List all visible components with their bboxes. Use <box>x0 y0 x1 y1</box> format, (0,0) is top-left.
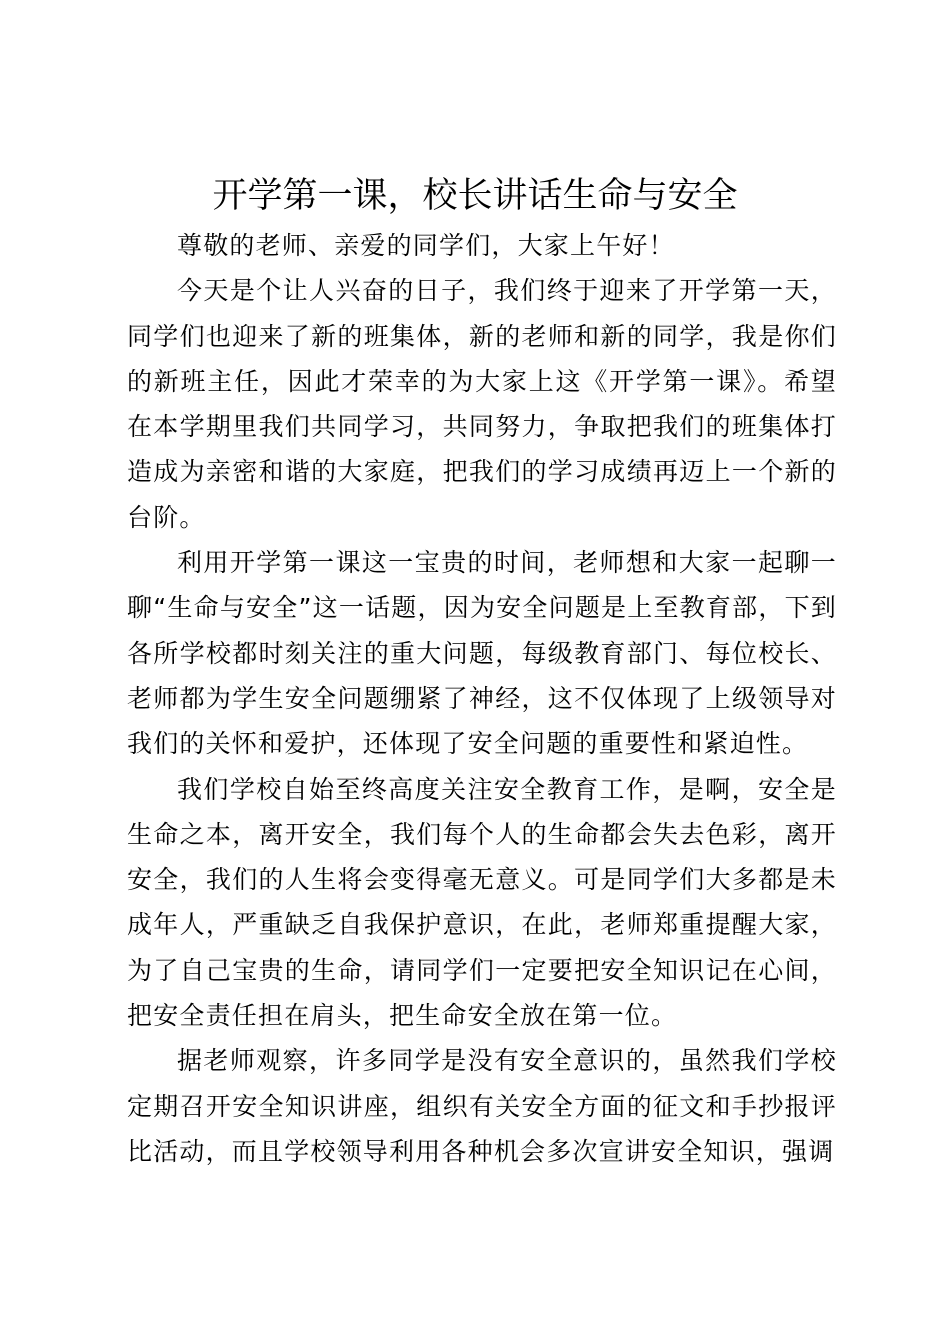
document-body <box>127 223 837 1174</box>
paragraph-observation: 据老师观察，许多同学是没有安全意识的，虽然我们学校定期召开安全知识讲座，组织有关安全方面的征文和手抄报评比活动，而且学校领导利用各种机会多次宣讲安全知识，强调 <box>127 1046 837 1166</box>
paragraph-school-safety: 我们学校自始至终高度关注安全教育工作，是啊，安全是生命之本，离开安全，我们每个人的生命都会失去色彩，离开安全，我们的人生将会变得毫无意义。可是同学们大多都是未成年人，严重缺乏自我保护意识，在此，老师郑重提醒大家，为了自己宝贵的生命，请同学们一定要把安全知识记在心间，把安全责任担在肩头，把生命安全放在第一位。 <box>127 774 837 1031</box>
paragraph-topic: 利用开学第一课这一宝贵的时间，老师想和大家一起聊一聊“生命与安全”这一话题，因为安全问题是上至教育部，下到各所学校都时刻关注的重大问题，每级教育部门、每位校长、老师都为学生安全问题绷紧了神经，这不仅体现了上级领导对我们的关怀和爱护，还体现了安全问题的重要性和紧迫性。 <box>127 548 837 759</box>
paragraph-intro: 今天是个让人兴奋的日子，我们终于迎来了开学第一天，同学们也迎来了新的班集体，新的老师和新的同学，我是你们的新班主任，因此才荣幸的为大家上这《开学第一课》。希望在本学期里我们共同学习，共同努力，争取把我们的班集体打造成为亲密和谐的大家庭，把我们的学习成绩再迈上一个新的台阶。 <box>127 276 837 532</box>
paragraph-greeting: 尊敬的老师、亲爱的同学们，大家上午好！ <box>177 231 675 260</box>
document-title: 开学第一课，校长讲话生命与安全 <box>212 176 738 216</box>
